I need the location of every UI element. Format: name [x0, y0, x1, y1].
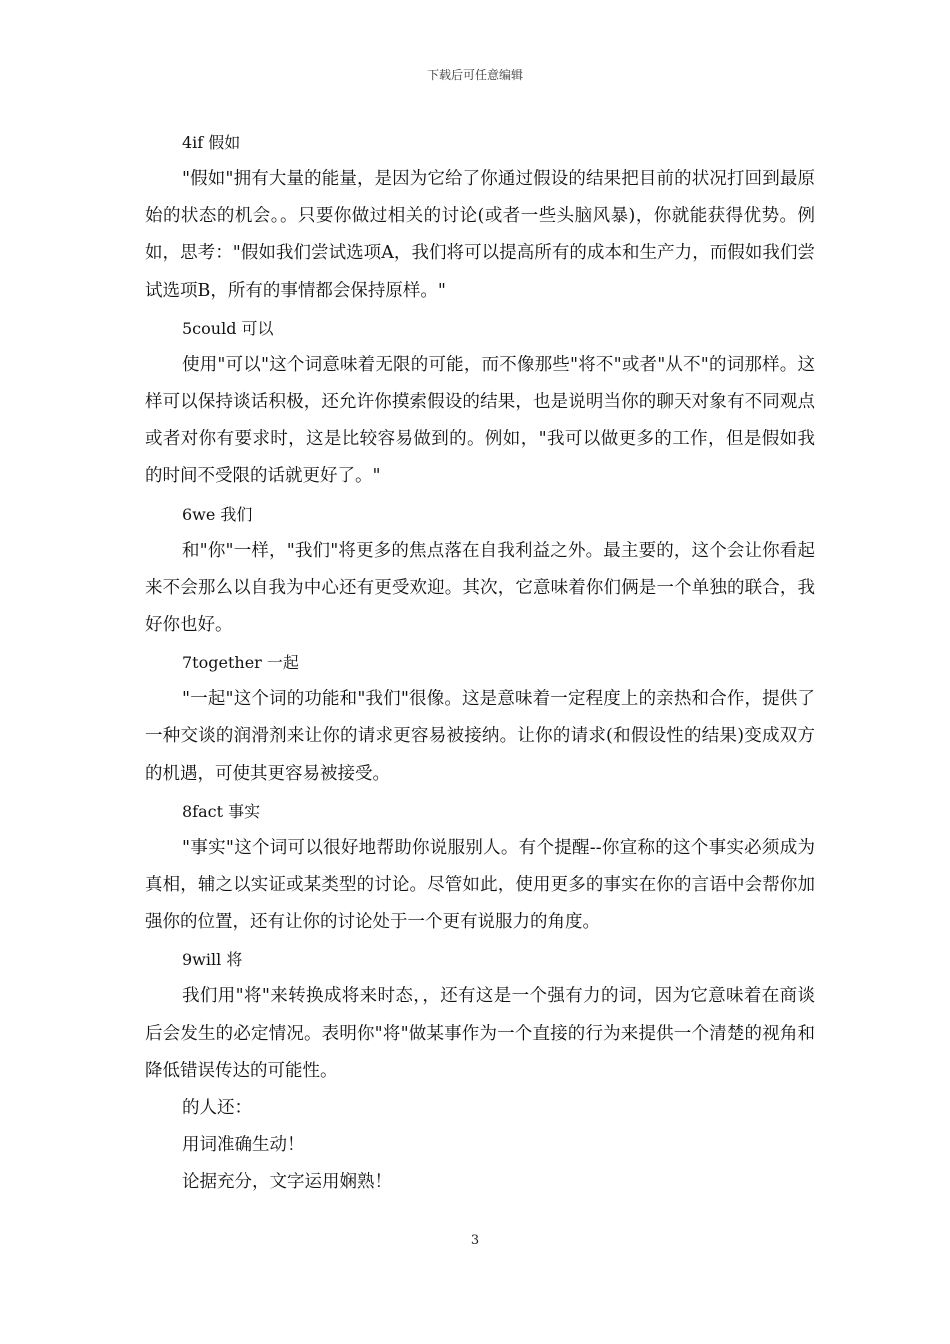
section-will [145, 941, 815, 1090]
section-paragraph: "假如"拥有大量的能量，是因为它给了你通过假设的结果把目前的状况打回到最原始的状态的机会。。只要你做过相关的讨论(或者一些头脑风暴)，你就能获得优势。例如，思考："假如我们尝试选项A，我们将可以提高所有的成本和生产力，而假如我们尝试选项B，所有的事情都会保持原样。" [145, 169, 815, 301]
section-together [145, 644, 815, 793]
section-could [145, 310, 815, 496]
section-heading: 6we 我们 [182, 504, 253, 524]
page-header: 下载后可任意编辑 [426, 68, 523, 82]
section-paragraph: 使用"可以"这个词意味着无限的可能，而不像那些"将不"或者"从不"的词那样。这样可以保持谈话积极，还允许你摸索假设的结果，也是说明当你的聊天对象有不同观点或者对你有要求时，这是比较容易做到的。例如，"我可以做更多的工作，但是假如我的时间不受限的话就更好了。" [145, 354, 815, 487]
section-fact [145, 793, 815, 942]
closing-remarks [145, 1090, 815, 1202]
section-we [145, 496, 815, 645]
section-heading: 7together 一起 [182, 653, 299, 673]
section-heading: 4if 假如 [182, 133, 241, 152]
closing-line: 的人还： [182, 1098, 252, 1119]
section-heading: 5could 可以 [182, 318, 274, 338]
section-paragraph: "事实"这个词可以很好地帮助你说服别人。有个提醒--你宣称的这个事实必须成为真相，辅之以实证或某类型的讨论。尽管如此，使用更多的事实在你的言语中会帮你加强你的位置，还有让你的讨论处于一个更有说服力的角度。 [145, 837, 815, 933]
section-heading: 9will 将 [182, 950, 243, 970]
section-if [145, 124, 815, 310]
closing-line: 论据充分，文字运用娴熟！ [182, 1172, 392, 1193]
section-paragraph: "一起"这个词的功能和"我们"很像。这是意味着一定程度上的亲热和合作，提供了一种交谈的润滑剂来让你的请求更容易被接纳。让你的请求(和假设性的结果)变成双方的机遇，可使其更容易被接受。 [145, 689, 815, 784]
document-body [145, 124, 815, 1202]
section-heading: 8fact 事实 [182, 801, 261, 821]
closing-line: 用词准确生动！ [182, 1135, 305, 1156]
section-paragraph: 和"你"一样，"我们"将更多的焦点落在自我利益之外。最主要的，这个会让你看起来不会那么以自我为中心还有更受欢迎。其次，它意味着你们俩是一个单独的联合，我好你也好。 [145, 540, 815, 636]
page-number: 3 [470, 1233, 480, 1248]
section-paragraph: 我们用"将"来转换成将来时态，，还有这是一个强有力的词，因为它意味着在商谈后会发生的必定情况。表明你"将"做某事作为一个直接的行为来提供一个清楚的视角和降低错误传达的可能性。 [145, 986, 815, 1081]
